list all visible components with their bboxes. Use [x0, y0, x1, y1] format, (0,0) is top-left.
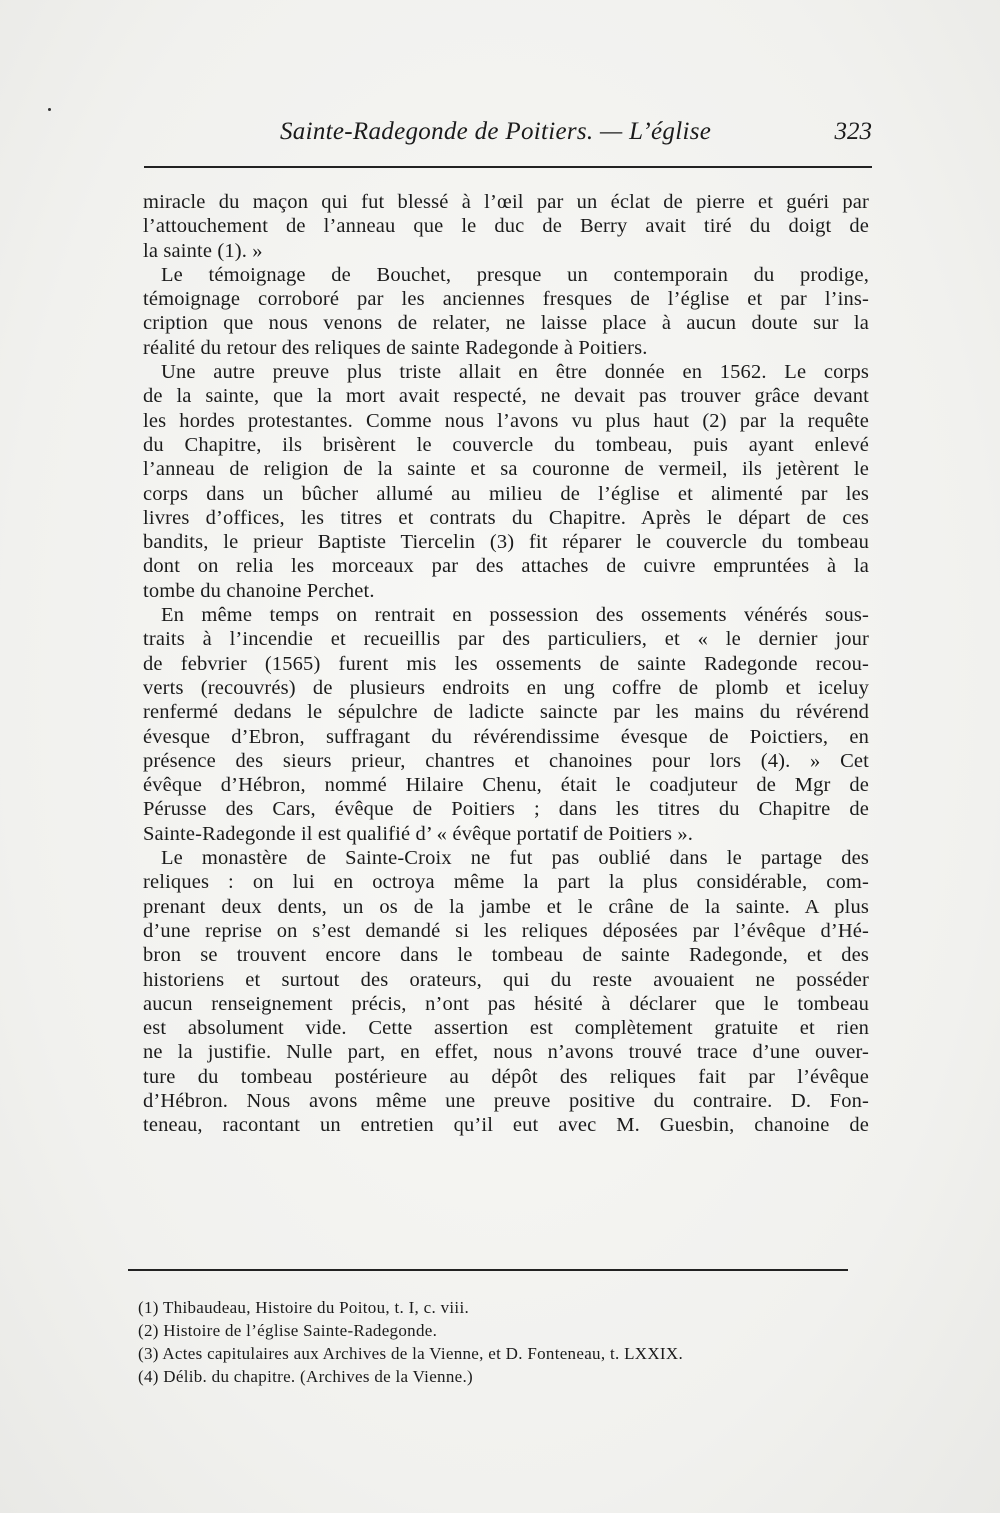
text-line: prenant deux dents, un os de la jambe et le crâne de la sainte. A plus [143, 895, 869, 918]
text-line: historiens et surtout des orateurs, qui du reste avouaient ne posséder [143, 968, 869, 991]
page-number: 323 [834, 118, 872, 145]
text-line: présence des sieurs prieur, chantres et chanoines pour lors (4). » Cet [143, 749, 869, 772]
text-line: évesque d’Ebron, suffragant du révérendissime évesque de Poictiers, en [143, 725, 869, 748]
footnote: (1) Thibaudeau, Histoire du Poitou, t. I, c. viii. [138, 1298, 470, 1317]
text-line: dont on relia les morceaux par des attaches de cuivre empruntées à la [143, 555, 869, 578]
footnote-rule [128, 1269, 848, 1271]
text-line: de febvrier (1565) furent mis les ossements de sainte Radegonde recou- [143, 652, 869, 675]
text-line: de la sainte, que la mort avait respecté, ne devait pas trouver grâce devant [143, 385, 869, 408]
text-line: du Chapitre, ils brisèrent le couvercle du tombeau, puis ayant enlevé [143, 433, 869, 456]
text-line: d’Hébron. Nous avons même une preuve positive du contraire. D. Fon- [143, 1089, 869, 1112]
footnote: (2) Histoire de l’église Sainte-Radegonde. [138, 1321, 438, 1340]
text-line: bandits, le prieur Baptiste Tiercelin (3) fit réparer le couvercle du tombeau [143, 531, 869, 554]
text-line: cription que nous venons de relater, ne laisse place à aucun doute sur la [143, 312, 869, 335]
text-line: est absolument vide. Cette assertion est complètement gratuite et rien [143, 1017, 869, 1040]
text-line: réalité du retour des reliques de sainte Radegonde à Poitiers. [143, 336, 648, 359]
text-line: Le monastère de Sainte-Croix ne fut pas oublié dans le partage des [161, 847, 869, 870]
footnote: (3) Actes capitulaires aux Archives de la Vienne, et D. Fonteneau, t. LXXIX. [138, 1344, 684, 1363]
body-text [143, 190, 869, 1138]
text-line: bron se trouvent encore dans le tombeau de sainte Radegonde, et des [143, 944, 869, 967]
text-line: En même temps on rentrait en possession des ossements vénérés sous- [161, 604, 869, 627]
header-rule [144, 166, 872, 168]
running-head [140, 118, 880, 158]
text-line: tombe du chanoine Perchet. [143, 579, 375, 602]
text-line: l’attouchement de l’anneau que le duc de Berry avait tiré du doigt de [143, 215, 869, 238]
text-line: la sainte (1). » [143, 239, 263, 262]
text-line: livres d’offices, les titres et contrats du Chapitre. Après le départ de ces [143, 506, 869, 529]
text-line: les hordes protestantes. Comme nous l’avons vu plus haut (2) par la requête [143, 409, 869, 432]
text-line: d’une reprise on s’est demandé si les reliques déposées par l’évêque d’Hé- [143, 919, 869, 942]
text-line: reliques : on lui en octroya même la part la plus considérable, com- [143, 871, 869, 894]
text-line: évêque d’Hébron, nommé Hilaire Chenu, était le coadjuteur de Mgr de [143, 774, 869, 797]
text-line: Sainte-Radegonde il est qualifié d’ « évêque portatif de Poitiers ». [143, 822, 694, 845]
text-line: aucun renseignement précis, n’ont pas hésité à déclarer que le tombeau [143, 992, 869, 1015]
text-line: verts (recouvrés) de plusieurs endroits en ung coffre de plomb et iceluy [143, 676, 869, 699]
text-line: Pérusse des Cars, évêque de Poitiers ; dans les titres du Chapitre de [143, 798, 869, 821]
text-line: traits à l’incendie et recueillis par des particuliers, et « le dernier jour [143, 628, 869, 651]
text-line: Le témoignage de Bouchet, presque un contemporain du prodige, [161, 263, 869, 286]
text-line: Une autre preuve plus triste allait en être donnée en 1562. Le corps [161, 361, 869, 384]
footnotes [138, 1296, 818, 1388]
running-title: Sainte-Radegonde de Poitiers. — L’église [280, 118, 712, 145]
footnote: (4) Délib. du chapitre. (Archives de la Vienne.) [138, 1367, 474, 1386]
text-line: renfermé dedans le sépulchre de ladicte saincte par les mains du révérend [143, 701, 869, 724]
text-line: teneau, racontant un entretien qu’il eut avec M. Guesbin, chanoine de [143, 1114, 869, 1137]
text-line: corps dans un bûcher allumé au milieu de l’église et alimenté par les [143, 482, 869, 505]
text-line: l’anneau de religion de la sainte et sa couronne de vermeil, ils jetèrent le [143, 458, 869, 481]
text-line: ture du tombeau postérieure au dépôt des reliques fait par l’évêque [143, 1065, 869, 1088]
text-line: miracle du maçon qui fut blessé à l’œil par un éclat de pierre et guéri par [143, 191, 869, 213]
ink-speck [48, 108, 51, 111]
text-line: ne la justifie. Nulle part, en effet, nous n’avons trouvé trace d’une ouver- [143, 1041, 869, 1064]
text-line: témoignage corroboré par les anciennes fresques de l’église et par l’ins- [143, 288, 869, 311]
